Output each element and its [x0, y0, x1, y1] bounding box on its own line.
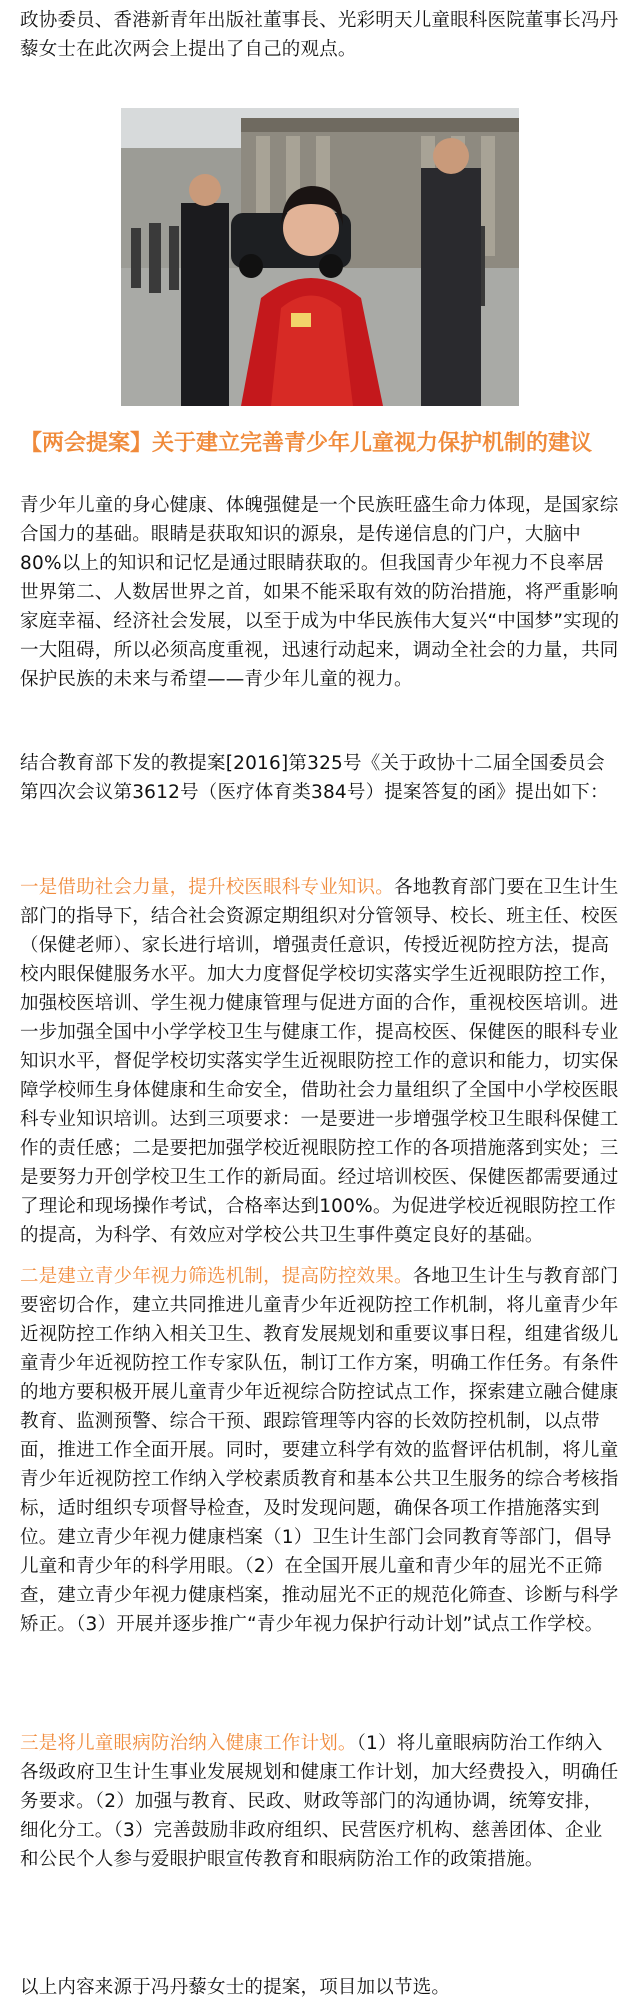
closing-note: 以上内容来源于冯丹藜女士的提案，项目加以节选。	[20, 1977, 451, 1998]
paragraph-reference: 结合教育部下发的教提案[2016]第325号《关于政协十二届全国委员会第四次会议第3612号（医疗体育类384号）提案答复的函》提出如下：	[20, 753, 609, 803]
intro-paragraph: 政协委员、香港新青年出版社董事長、光彩明天儿童眼科医院董事长冯丹藜女士在此次两会上提出了自己的观点。	[20, 10, 619, 60]
section-two	[20, 1262, 620, 1639]
article-photo	[121, 108, 519, 406]
photo-illustration	[121, 108, 519, 406]
section-three-heading: 三是将儿童眼病防治纳入健康工作计划。	[20, 1733, 357, 1754]
section-two-body: 各地卫生计生与教育部门要密切合作，建立共同推进儿童青少年近视防控工作机制，将儿童青少年近视防控工作纳入相关卫生、教育发展规划和重要议事日程，组建省级儿童青少年近视防控工作专家队伍，制订工作方案，明确工作任务。有条件的地方要积极开展儿童青少年近视综合防控试点工作，探索建立融合健康教育、监测预警、综合干预、跟踪管理等内容的长效防控机制，以点带面，推进工作全面开展。同时，要建立科学有效的监督评估机制，将儿童青少年近视防控工作纳入学校素质教育和基本公共卫生服务的综合考核指标，适时组织专项督导检查，及时发现问题，确保各项工作措施落实到位。建立青少年视力健康档案（1）卫生计生部门会同教育等部门，倡导儿童和青少年的科学用眼。（2）在全国开展儿童和青少年的屈光不正筛查，建立青少年视力健康档案，推动屈光不正的规范化筛查、诊断与科学矫正。（3）开展并逐步推广“青少年视力保护行动计划”试点工作学校。	[20, 1266, 619, 1635]
section-one	[20, 873, 620, 1250]
paragraph-background: 青少年儿童的身心健康、体魄强健是一个民族旺盛生命力体现，是国家综合国力的基础。眼睛是获取知识的源泉，是传递信息的门户，大脑中80%以上的知识和记忆是通过眼睛获取的。但我国青少年视力不良率居世界第二、人数居世界之首，如果不能采取有效的防治措施，将严重影响家庭幸福、经济社会发展，以至于成为中华民族伟大复兴“中国梦”实现的一大阻碍，所以必须高度重视，迅速行动起来，调动全社会的力量，共同保护民族的未来与希望——青少年儿童的视力。	[20, 495, 620, 690]
section-two-heading: 二是建立青少年视力筛选机制，提高防控效果。	[20, 1266, 413, 1287]
section-three-body: （1）将儿童眼病防治工作纳入各级政府卫生计生事业发展规划和健康工作计划，加大经费投入，明确任务要求。（2）加强与教育、民政、财政等部门的沟通协调，统筹安排，细化分工。（3）完善鼓励非政府组织、民营医疗机构、慈善团体、企业和公民个人参与爱眼护眼宣传教育和眼病防治工作的政策措施。	[20, 1733, 619, 1870]
section-three	[20, 1729, 620, 1874]
section-one-body: 各地教育部门要在卫生计生部门的指导下，结合社会资源定期组织对分管领导、校长、班主任、校医（保健老师）、家长进行培训，增强责任意识，传授近视防控方法，提高校内眼保健服务水平。加大力度督促学校切实落实学生近视眼防控工作，加强校医培训、学生视力健康管理与促进方面的合作，重视校医培训。进一步加强全国中小学学校卫生与健康工作，提高校医、保健医的眼科专业知识水平，督促学校切实落实学生近视眼防控工作的意识和能力，切实保障学校师生身体健康和生命安全，借助社会力量组织了全国中小学校医眼科专业知识培训。达到三项要求：一是要进一步增强学校卫生眼科保健工作的责任感；二是要把加强学校近视眼防控工作的各项措施落到实处；三是要努力开创学校卫生工作的新局面。经过培训校医、保健医都需要通过了理论和现场操作考试，合格率达到100%。为促进学校近视眼防控工作的提高，为科学、有效应对学校公共卫生事件奠定良好的基础。	[20, 877, 619, 1246]
section-one-heading: 一是借助社会力量，提升校医眼科专业知识。	[20, 877, 395, 898]
proposal-title: 【两会提案】关于建立完善青少年儿童视力保护机制的建议	[20, 431, 593, 456]
